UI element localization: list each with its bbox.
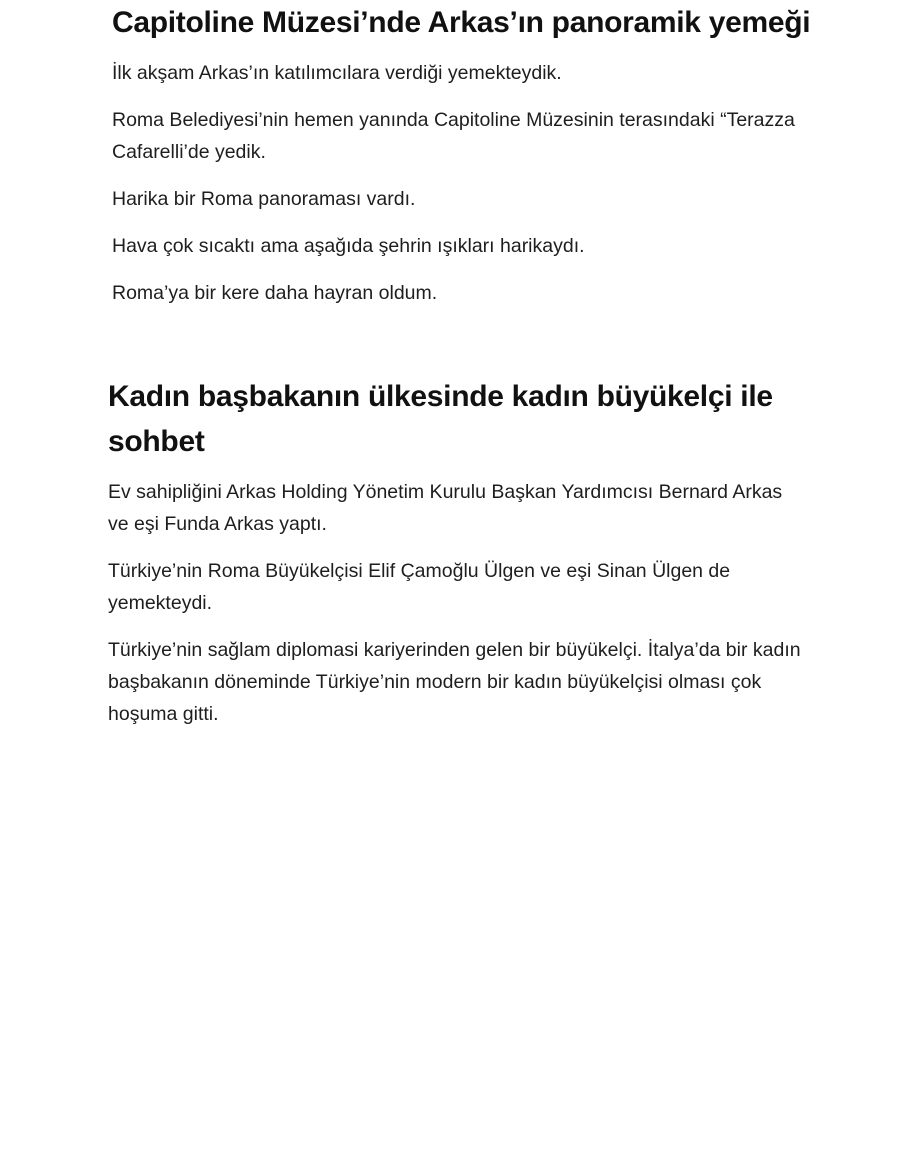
paragraph: Roma’ya bir kere daha hayran oldum. xyxy=(112,282,438,304)
section-heading: Capitoline Müzesi’nde Arkas’ın panoramik yemeği xyxy=(112,6,811,39)
paragraph: İlk akşam Arkas’ın katılımcılara verdiği yemekteydik. xyxy=(112,62,562,84)
section-paragraphs xyxy=(108,476,808,730)
paragraph: Türkiye’nin Roma Büyükelçisi Elif Çamoğlu Ülgen ve eşi Sinan Ülgen de yemekteydi. xyxy=(108,560,731,614)
paragraph: Hava çok sıcaktı ama aşağıda şehrin ışıkları harikaydı. xyxy=(112,235,585,257)
paragraph: Harika bir Roma panoraması vardı. xyxy=(112,188,416,210)
section-heading: Kadın başbakanın ülkesinde kadın büyükelçi ile sohbet xyxy=(108,380,773,458)
section-paragraphs xyxy=(112,57,812,309)
paragraph: Türkiye’nin sağlam diplomasi kariyerinden gelen bir büyükelçi. İtalya’da bir kadın başbakanın döneminde Türkiye’nin modern bir kadın büyükelçisi olması çok hoşuma gitti. xyxy=(108,639,801,725)
section-capitoline-dinner xyxy=(112,0,812,324)
paragraph: Ev sahipliğini Arkas Holding Yönetim Kurulu Başkan Yardımcısı Bernard Arkas ve eşi Funda Arkas yaptı. xyxy=(108,481,783,535)
paragraph: Roma Belediyesi’nin hemen yanında Capitoline Müzesinin terasındaki “Terazza Cafarelli’de yedik. xyxy=(112,109,795,163)
section-ambassador-chat xyxy=(108,374,808,745)
